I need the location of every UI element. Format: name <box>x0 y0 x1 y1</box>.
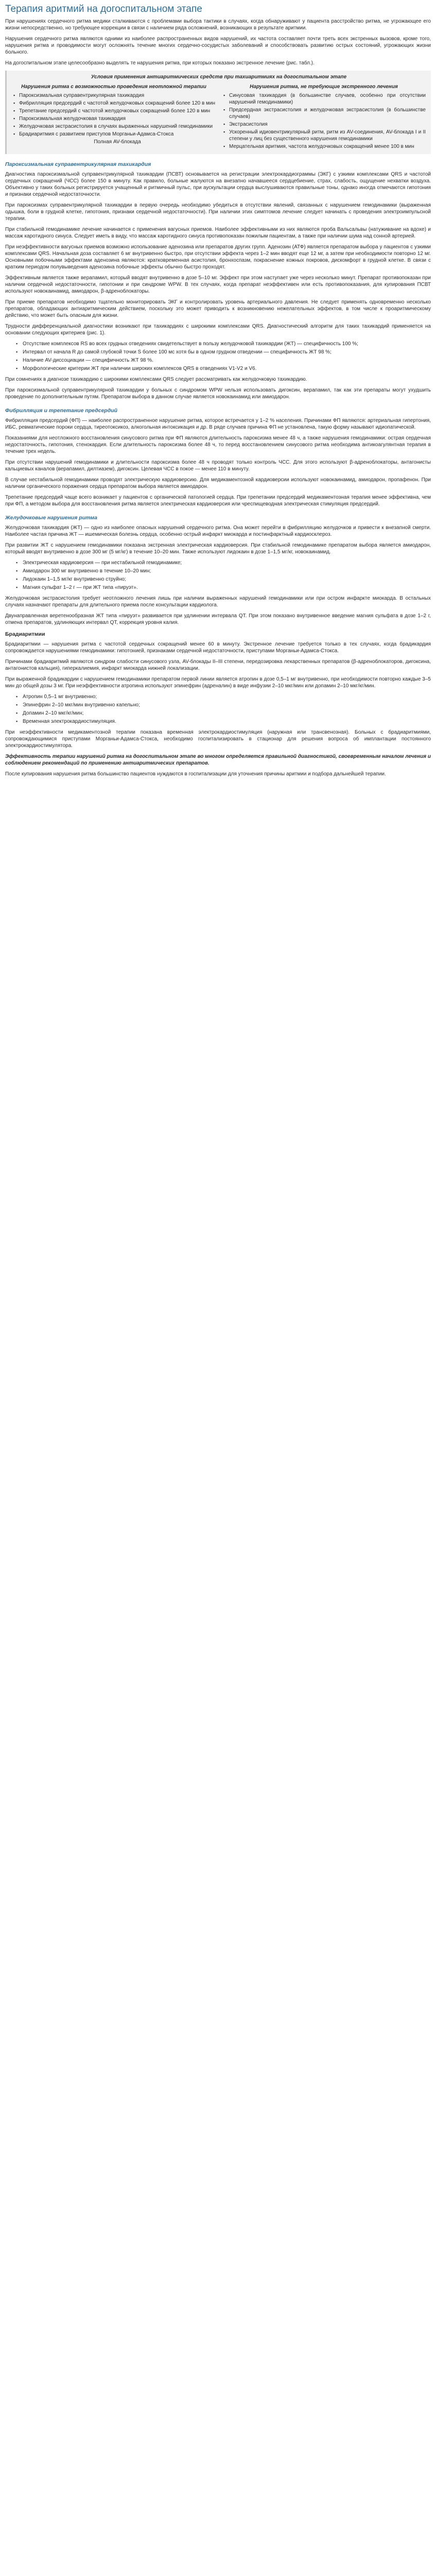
list-item: ▪ Амиодарон 300 мг внутривенно в течение 10–20 мин; <box>23 568 431 574</box>
sub-list-item: Полная AV-блокада <box>94 139 141 145</box>
paragraph: При неэффективности вагусных приемов возможно использование аденозина или препаратов других групп. Аденозин (АТФ) является препаратом выбора у пациентов с узкими комплексами QRS. Начальная доза составляет 6 мг внутривенно быстро, при отсутствии эффекта через 1–2 мин вводят еще 12 мг, а затем при необходимости повторно 12 мг. Основными побочными эффектами аденозина являются: кратковременная асистолия, бронхоспазм, покраснение кожных покровов, дискомфорт в грудной клетке. В связи с кратким периодом полувыведения аденозина побочные эффекты обычно быстро проходят. <box>5 244 431 270</box>
list-item: ▪ Допамин 2–10 мкг/кг/мин; <box>23 710 431 717</box>
treatment-list <box>5 560 431 591</box>
list-item: ▪ Лидокаин 1–1,5 мг/кг внутривенно струйно; <box>23 576 431 583</box>
criteria-list <box>5 341 431 372</box>
page-title: Терапия аритмий на догоспитальном этапе <box>5 4 202 14</box>
paragraph: Брадиаритмии — нарушения ритма с частотой сердечных сокращений менее 60 в минуту. Экстренное лечение требуется только в тех случаях, когда брадикардия сопровождается нарушениями гемодинамики: гипотонией, признаками сердечной недостаточности, приступами Морганьи-Адамса-Стокса. <box>5 641 431 654</box>
list-item: ▪ Наличие AV-диссоциации — специфичность ЖТ 98 %. <box>23 357 431 364</box>
paragraph: Эффективность терапии нарушений ритма на догоспитальном этапе во многом определяется правильной диагностикой, своевременным началом лечения и соблюдением рекомендаций по применению антиаритмических препаратов. <box>5 754 431 766</box>
paragraph: Трепетание предсердий чаще всего возникает у пациентов с органической патологией сердца. При трепетании предсердий медикаментозная терапия менее эффективна, чем при ФП, а методом выбора для восстановления ритма является электрическая кардиоверсия или чреспищеводная электрическая стимуляция предсердий. <box>5 495 431 507</box>
list-item: ▪ Фибрилляция предсердий с частотой желудочковых сокращений более 120 в мин <box>19 100 216 107</box>
paragraph: Эффективным является также верапамил, который вводят внутривенно в дозе 5–10 мг. Эффект при этом наступает уже через несколько минут. Препарат противопоказан при наличии сердечной недостаточности, гипотонии и при синдроме WPW. В тех случаях, когда препарат неэффективен или есть противопоказания, для купирования ПСВТ используют новокаинамид, амиодарон, β-адреноблокаторы. <box>5 275 431 294</box>
list-item: ▪ Интервал от начала R до самой глубокой точки S более 100 мс хотя бы в одном грудном отведении — специфичность ЖТ 98 %; <box>23 349 431 355</box>
list-item: ▪ Брадиаритмия с развитием приступов Морганьи-Адамса-Стокса <box>19 131 216 138</box>
card-title: Условия применения антиаритмических средств при тахиаритмиях на догоспитальном этапе <box>91 74 347 80</box>
list-item: ▪ Синусовая тахикардия (в большинстве случаев, особенно при отсутствии нарушений гемодинамики) <box>229 92 426 106</box>
paragraph: Причинами брадиаритмий являются синдром слабости синусового узла, AV-блокады II–III степени, передозировка лекарственных препаратов (β-адреноблокаторов, дигоксина, антагонистов кальция), гиперкалиемия, инфаркт миокарда нижней локализации. <box>5 659 431 671</box>
paragraph: При приеме препаратов необходимо тщательно мониторировать ЭКГ и контролировать уровень артериального давления. Не следует применять одновременно несколько препаратов, обладающих антиаритмическим действием, поскольку это может приводить к возникновению нежелательных эффектов, в том числе к проаритмическому действию, что может быть опасным для жизни. <box>5 299 431 318</box>
paragraph: Трудности дифференциальной диагностики возникают при тахикардиях с широкими комплексами QRS. Диагностический алгоритм для таких тахикардий применяется на основании следующих критериев (рис. 1). <box>5 324 431 336</box>
paragraph: При стабильной гемодинамике лечение начинается с применения вагусных приемов. Наиболее эффективными из них являются проба Вальсальвы (натуживание на вдохе) и массаж каротидного синуса. Следует иметь в виду, что массаж каротидного синуса противопоказан пожилым пациентам, а также при наличии шума над сонной артерией. <box>5 227 431 239</box>
list-item: ▪ Предсердная экстрасистолия и желудочковая экстрасистолия (в большинстве случаев) <box>229 107 426 120</box>
list-item: ▪ Морфологические критерии ЖТ при наличии широких комплексов QRS в отведениях V1-V2 и V6. <box>23 365 431 372</box>
list-item: ▪ Ускоренный идиовентрикулярный ритм, ритм из AV-соединения, AV-блокада I и II степени у лиц без существенного нарушения гемодинамики <box>229 129 426 142</box>
paragraph: Желудочковая экстрасистолия требует неотложного лечения лишь при наличии выраженных нарушений гемодинамики или при остром инфаркте миокарда. В остальных случаях назначают препараты для длительного приема после консультации кардиолога. <box>5 596 431 608</box>
paragraph: Диагностика пароксизмальной суправентрикулярной тахикардии (ПСВТ) основывается на регистрации электрокардиограммы (ЭКГ) с узкими комплексами QRS и частотой сердечных сокращений (ЧСС) более 150 в минуту. Как правило, больные жалуются на внезапно начавшееся сердцебиение, страх, слабость, ощущение нехватки воздуха. Объективно у таких больных регистрируется учащенный и ритмичный пульс, при аускультации сердца выслушиваются правильные тоны, однако иногда отмечаются гипотония и признаки сердечной недостаточности. <box>5 172 431 197</box>
treatment-list <box>5 693 431 725</box>
paragraph: В случае нестабильной гемодинамики проводят электрическую кардиоверсию. Для медикаментозной кардиоверсии используют новокаинамид, амиодарон, пропафенон. При наличии органического поражения сердца препаратом выбора является амиодарон. <box>5 477 431 489</box>
section-heading-af: Фибрилляция и трепетание предсердий <box>5 408 118 414</box>
paragraph: При неэффективности медикаментозной терапии показана временная электрокардиостимуляция (наружная или трансвенозная). Больных с брадиаритмиями, сопровождающимися приступами Морганьи-Адамса-Стокса, необходимо госпитализировать в стационар для решения вопроса об имплантации постоянного электрокардиостимулятора. <box>5 730 431 749</box>
paragraph: После купирования нарушения ритма большинство пациентов нуждаются в госпитализации для уточнения причины аритмии и подбора дальнейшей терапии. <box>5 771 386 777</box>
paragraph: Показаниями для неотложного восстановления синусового ритма при ФП являются длительность пароксизма менее 48 ч, а также нарушения гемодинамики: острая сердечная недостаточность, гипотония, стенокардия. Если длительность пароксизма более 48 ч, то перед восстановлением синусового ритма необходима антикоагулянтная терапия в течение трех недель. <box>5 435 431 454</box>
conditions-card <box>5 71 431 154</box>
list-item: ▪ Эпинефрин 2–10 мкг/мин внутривенно капельно; <box>23 702 431 708</box>
brady-section <box>5 641 431 777</box>
intro-section <box>5 18 431 66</box>
section-heading-brady: Брадиаритмии <box>5 631 45 637</box>
column-title: Нарушения ритма, не требующие экстренного лечения <box>250 84 398 90</box>
list-item: ▪ Временная электрокардиостимуляция. <box>23 718 431 725</box>
list-item: ▪ Трепетание предсердий с частотой желудочковых сокращений более 120 в мин <box>19 108 216 114</box>
list-item: ▪ Мерцательная аритмия, частота желудочковых сокращений менее 100 в мин <box>229 143 426 150</box>
svt-section <box>5 171 431 400</box>
list-item: ▪ Желудочковая экстрасистолия в случаях выраженных нарушений гемодинамики <box>19 123 216 130</box>
list-item: ▪ Пароксизмальная желудочковая тахикардия <box>19 115 216 122</box>
paragraph: Фибрилляция предсердий (ФП) — наиболее распространенное нарушение ритма, которое встречается у 1–2 % населения. Причинами ФП являются: артериальная гипертония, ИБС, ревматические пороки сердца, тиреотоксикоз, алкогольная интоксикация и др. В ряде случаев причина ФП не установлена, такую форму называют идиопатической. <box>5 418 431 430</box>
intro-paragraph: На догоспитальном этапе целесообразно выделять те нарушения ритма, при которых показано экстренное лечение (рис. табл.). <box>5 60 315 66</box>
intro-paragraph: При нарушениях сердечного ритма медики сталкиваются с проблемами выбора тактики в случаях, когда обнаруживают у пациента расстройство ритма, не угрожающее его жизни непосредственно, но требующее коррекции в связи с наличием ряда осложнений, возникающих в результате аритмии. <box>5 19 431 31</box>
card-right-column <box>222 83 426 151</box>
paragraph: При пароксизмальной суправентрикулярной тахикардии у больных с синдромом WPW нельзя использовать дигоксин, верапамил, так как эти препараты могут ухудшить проведение по дополнительным путям. Препаратом выбора в данном случае является новокаинамид или амиодарон. <box>5 387 431 400</box>
af-section <box>5 417 431 507</box>
list-item: ▪ Атропин 0,5–1 мг внутривенно; <box>23 693 431 700</box>
list-item: ▪ Магния сульфат 1–2 г — при ЖТ типа «пируэт». <box>23 584 431 591</box>
list-item: ▪ Отсутствие комплексов RS во всех грудных отведениях свидетельствует в пользу желудочковой тахикардии (ЖТ) — специфичность 100 %; <box>23 341 431 347</box>
list-item: ▪ Электрическая кардиоверсия — при нестабильной гемодинамике; <box>23 560 431 566</box>
article <box>0 0 436 792</box>
section-heading-vt: Желудочковые нарушения ритма <box>5 515 97 521</box>
paragraph: При сомнениях в диагнозе тахикардию с широкими комплексами QRS следует рассматривать как желудочковую тахикардию. <box>5 377 307 382</box>
column-title: Нарушения ритма с возможностью проведения неотложной терапии <box>21 84 206 90</box>
section-heading-svt: Пароксизмальная суправентрикулярная тахикардия <box>5 161 151 167</box>
intro-paragraph: Нарушения сердечного ритма являются одними из наиболее распространенных видов нарушений, их частота составляет почти треть всех экстренных вызовов, кроме того, нарушения ритма и проводимости могут осложнять течение многих сердечно-сосудистых заболеваний и способствовать развитию острых состояний, угрожающих жизни больного. <box>5 36 431 55</box>
card-left-column <box>12 83 216 151</box>
paragraph: При пароксизмах суправентрикулярной тахикардии в первую очередь необходимо убедиться в отсутствии явлений, связанных с нарушением гемодинамики (выраженная одышка, боли в грудной клетке, гипотония, признаки сердечной недостаточности). При наличии этих симптомов лечение следует начинать с проведения электроимпульсной терапии. <box>5 202 431 222</box>
paragraph: Двунаправленная веретенообразная ЖТ типа «пируэт» развивается при удлинении интервала QT. При этом показано внутривенное введение магния сульфата в дозе 1–2 г, отмена препаратов, удлиняющих интервал QT, коррекция уровня калия. <box>5 613 431 625</box>
paragraph: Желудочковая тахикардия (ЖТ) — одно из наиболее опасных нарушений сердечного ритма. Она может перейти в фибрилляцию желудочков и привести к внезапной смерти. Наиболее частая причина ЖТ — ишемическая болезнь сердца, особенно острый инфаркт миокарда и постинфарктный кардиосклероз. <box>5 525 431 537</box>
list-item: ▪ Экстрасистолия <box>229 121 426 128</box>
paragraph: При выраженной брадикардии с нарушением гемодинамики препаратом первой линии является атропин в дозе 0,5–1 мг внутривенно, при необходимости повторно каждые 3–5 мин до общей дозы 3 мг. При неэффективности атропина используют эпинефрин (адреналин) в виде инфузии 2–10 мкг/мин или допамин 2–10 мкг/кг/мин. <box>5 676 431 689</box>
paragraph: При отсутствии нарушений гемодинамики и длительности пароксизма более 48 ч проводят только контроль ЧСС. Для этого используют β-адреноблокаторы, антагонисты кальциевых каналов (верапамил, дилтиазем), дигоксин. Целевая ЧСС в покое — менее 110 в минуту. <box>5 460 431 472</box>
list-item: ▪ Пароксизмальная суправентрикулярная тахикардия <box>19 92 216 99</box>
vt-section <box>5 524 431 626</box>
paragraph: При развитии ЖТ с нарушением гемодинамики показана экстренная электрическая кардиоверсия. При стабильной гемодинамике препаратом выбора является амиодарон, который вводят внутривенно в дозе 300 мг (5 мг/кг) в течение 10–20 мин. Также используют лидокаин в дозе 1–1,5 мг/кг, новокаинамид. <box>5 543 431 555</box>
